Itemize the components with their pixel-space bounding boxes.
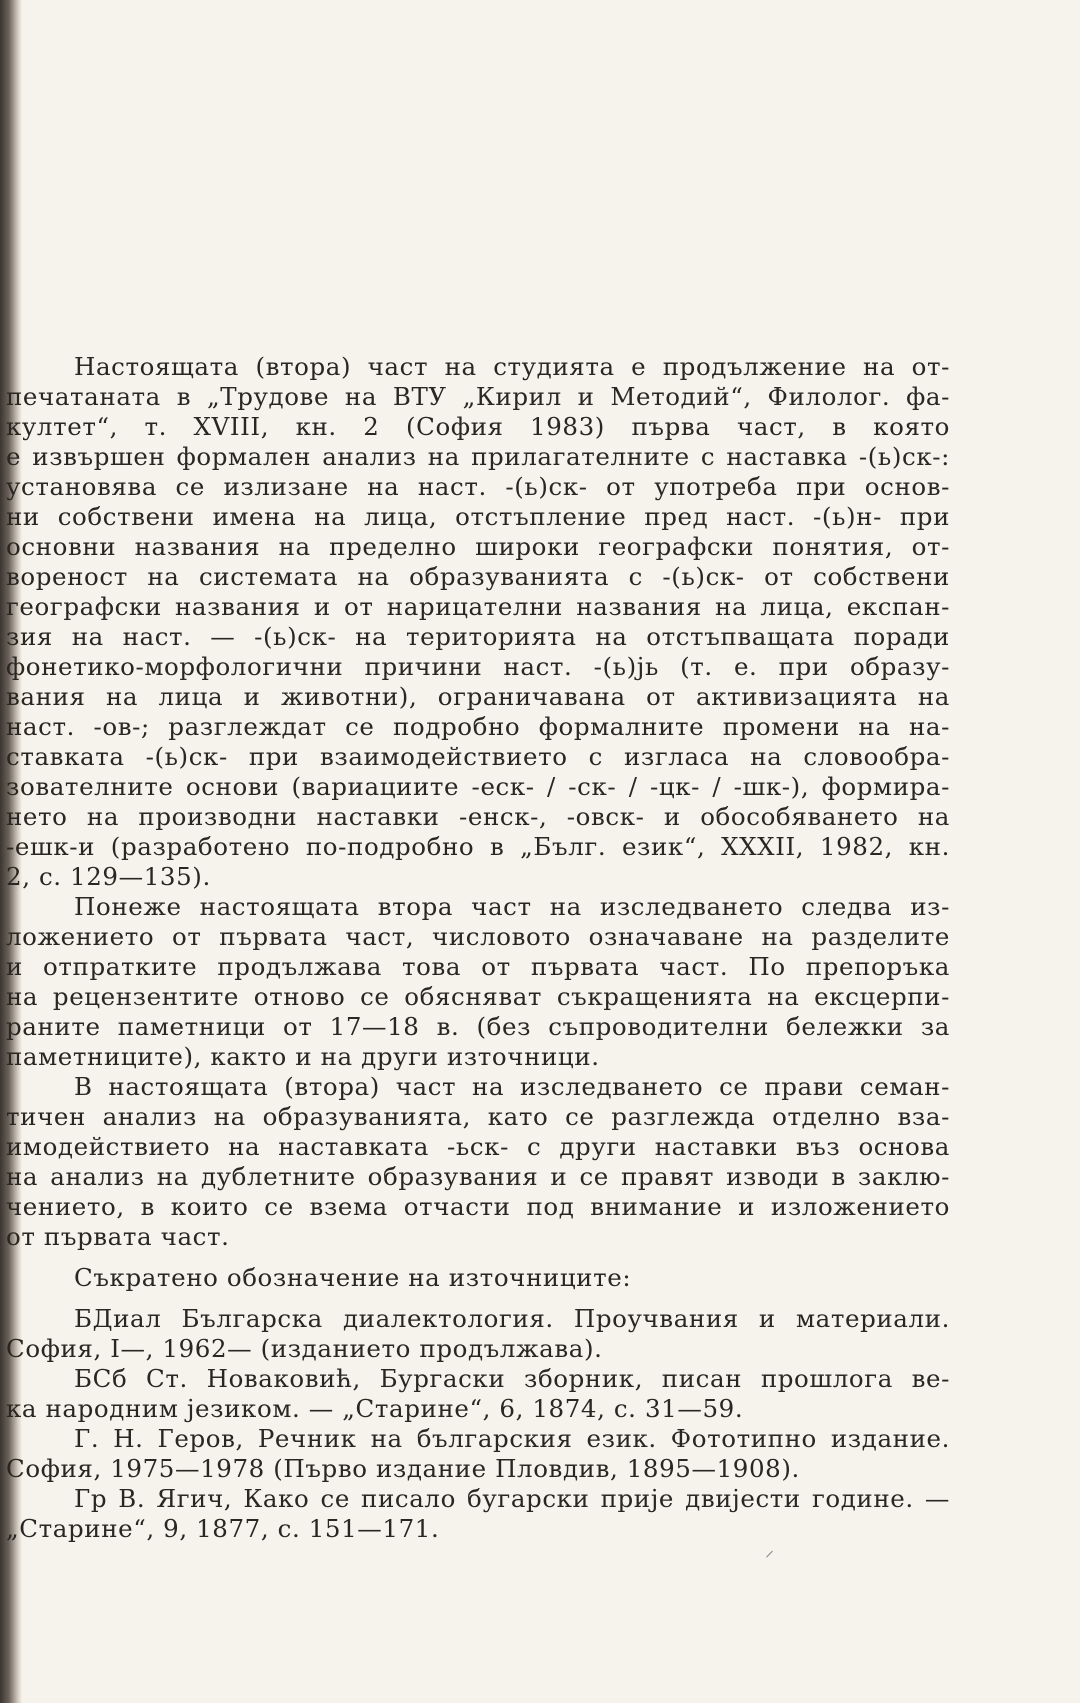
- text-line: култет“, т. XVIII, кн. 2 (София 1983) първа част, в която: [6, 412, 950, 441]
- paragraph-semantic: [6, 1072, 950, 1252]
- text-line: ложението от първата част, числовото означаване на разделите: [6, 922, 950, 951]
- text-line: географски названия и от нарицателни названия на лица, експан-: [6, 592, 950, 621]
- text-line: 2, с. 129—135).: [6, 862, 211, 891]
- text-line: нето на производни наставки -енск-, -овск- и обособяването на: [6, 802, 950, 831]
- text-line: установява се излизане на наст. -(ь)ск- от употреба при основ-: [6, 472, 950, 501]
- text-line: -ешк-и (разработено по-подробно в „Бълг. език“, XXXII, 1982, кн.: [6, 832, 950, 861]
- text-line: и отпратките продължава това от първата част. По препоръка: [6, 952, 950, 981]
- text-line: зователните основи (вариациите -еск- / -ск- / -цк- / -шк-), формира-: [6, 772, 950, 801]
- abbreviation-entry: [6, 1304, 950, 1364]
- text-line: ставката -(ь)ск- при взаимодействието с изгласа на словообра-: [6, 742, 950, 771]
- text-line: Съкратено обозначение на източниците:: [74, 1263, 632, 1292]
- pencil-mark: ⸝: [765, 1540, 774, 1561]
- page-body: [6, 352, 950, 1544]
- text-line: Гр В. Ягич, Како се писало бугарски прије двиjести године. —: [74, 1484, 950, 1513]
- text-line: чението, в които се взема отчасти под внимание и изложението: [6, 1192, 950, 1221]
- text-line: София, 1975—1978 (Първо издание Пловдив, 1895—1908).: [6, 1454, 800, 1483]
- text-line: на анализ на дублетните образувания и се правят изводи в заклю-: [6, 1162, 950, 1191]
- text-line: ка народним језиком. — „Старине“, 6, 1874, с. 31—59.: [6, 1394, 744, 1423]
- text-line: на рецензентите отново се обясняват съкращенията на ексцерпи-: [6, 982, 950, 1011]
- text-line: вореност на системата на образуванията с -(ь)ск- от собствени: [6, 562, 950, 591]
- text-line: София, I—, 1962— (изданието продължава).: [6, 1334, 603, 1363]
- text-line: В настоящата (втора) част на изследването се прави семан-: [74, 1072, 950, 1101]
- text-line: „Старине“, 9, 1877, с. 151—171.: [6, 1514, 440, 1543]
- text-line: раните паметници от 17—18 в. (без съпроводителни бележки за: [6, 1012, 950, 1041]
- text-line: тичен анализ на образуванията, като се разглежда отделно вза-: [6, 1102, 950, 1131]
- text-line: имодействието на наставката -ьск- с други наставки въз основа: [6, 1132, 950, 1161]
- text-line: БДиал Българска диалектология. Проучвания и материали.: [74, 1304, 950, 1333]
- text-line: ни собствени имена на лица, отстъпление пред наст. -(ь)н- при: [6, 502, 950, 531]
- abbreviation-entry: [6, 1484, 950, 1544]
- text-line: е извършен формален анализ на прилагателните с наставка -(ь)ск-:: [6, 442, 950, 471]
- text-line: паметниците), както и на други източници.: [6, 1042, 600, 1071]
- text-line: вания на лица и животни), ограничавана от активизацията на: [6, 682, 950, 711]
- text-line: наст. -ов-; разглеждат се подробно формалните промени на на-: [6, 712, 950, 741]
- text-line: основни названия на пределно широки географски понятия, от-: [6, 532, 950, 561]
- text-line: фонетико-морфологични причини наст. -(ь)јь (т. е. при образу-: [6, 652, 950, 681]
- abbreviation-entry: [6, 1424, 950, 1484]
- text-line: БСб Ст. Новаковић, Бургаски зборник, писан прошлога ве-: [74, 1364, 950, 1393]
- text-line: от първата част.: [6, 1222, 230, 1251]
- text-line: зия на наст. — -(ь)ск- на територията на отстъпващата поради: [6, 622, 950, 651]
- abbreviation-entry: [6, 1364, 950, 1424]
- paragraph-numbering: [6, 892, 950, 1072]
- paragraph-intro: [6, 352, 950, 892]
- text-line: Понеже настоящата втора част на изследването следва из-: [74, 892, 950, 921]
- abbreviations-heading: [6, 1263, 950, 1293]
- text-line: Настоящата (втора) част на студията е продължение на от-: [74, 352, 950, 381]
- text-line: печатаната в „Трудове на ВТУ „Кирил и Методий“, Филолог. фа-: [6, 382, 950, 411]
- text-line: Г. Н. Геров, Речник на българския език. Фототипно издание.: [74, 1424, 950, 1453]
